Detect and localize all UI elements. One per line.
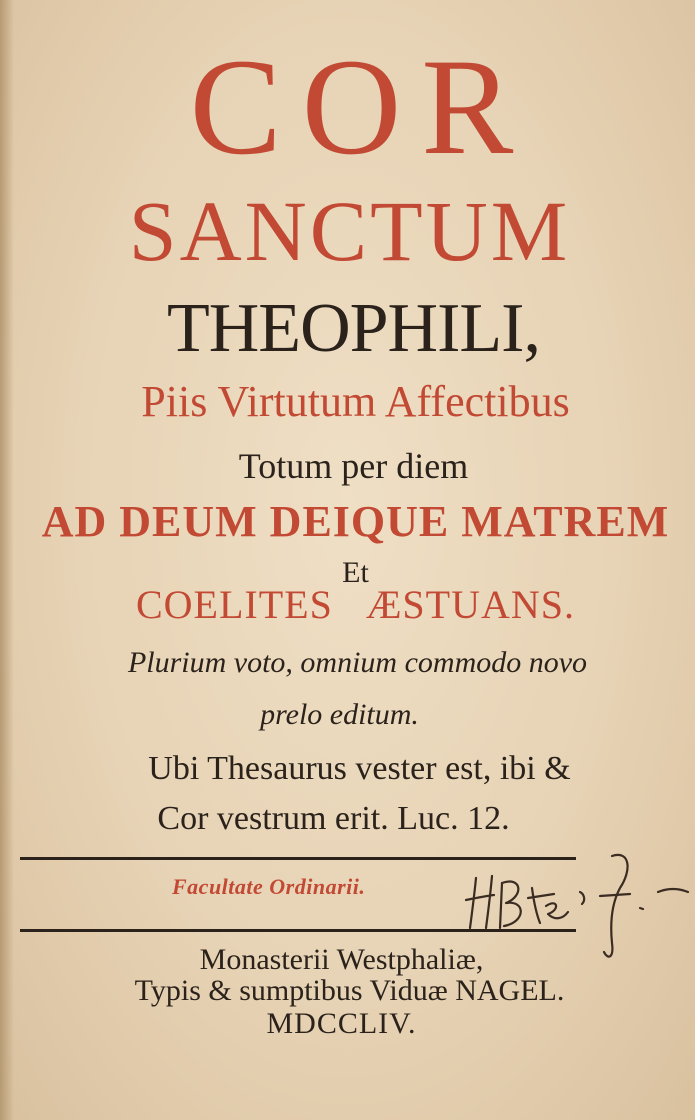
title-line-sanctum: SANCTUM bbox=[128, 183, 571, 279]
title-line-cor: COR bbox=[189, 30, 534, 183]
subtitle-line-totum: Totum per diem bbox=[238, 446, 469, 486]
subtitle-line-ad-deum: AD DEUM DEIQUE MATREM bbox=[41, 497, 670, 546]
divider-rule-bottom bbox=[20, 929, 576, 932]
imprint-year: MDCCLIV. bbox=[266, 1007, 417, 1040]
subtitle-line-et: Et bbox=[342, 556, 369, 589]
quote-line-2: Cor vestrum erit. Luc. 12. bbox=[157, 800, 510, 837]
title-line-theophili: THEOPHILI, bbox=[167, 290, 540, 367]
edition-line-1: Plurium voto, omnium commodo novo bbox=[127, 646, 588, 679]
imprint-printer: Typis & sumptibus Viduæ NAGEL. bbox=[134, 974, 565, 1007]
quote-line-1: Ubi Thesaurus vester est, ibi & bbox=[148, 750, 571, 787]
subtitle-line-coelites: COELITES ÆSTUANS. bbox=[135, 582, 576, 627]
subtitle-line-piis: Piis Virtutum Affectibus bbox=[141, 377, 570, 426]
edition-line-2: prelo editum. bbox=[260, 698, 419, 731]
approval-text: Facultate Ordinarii. bbox=[172, 874, 366, 899]
imprint-place: Monasterii Westphaliæ, bbox=[199, 943, 484, 976]
